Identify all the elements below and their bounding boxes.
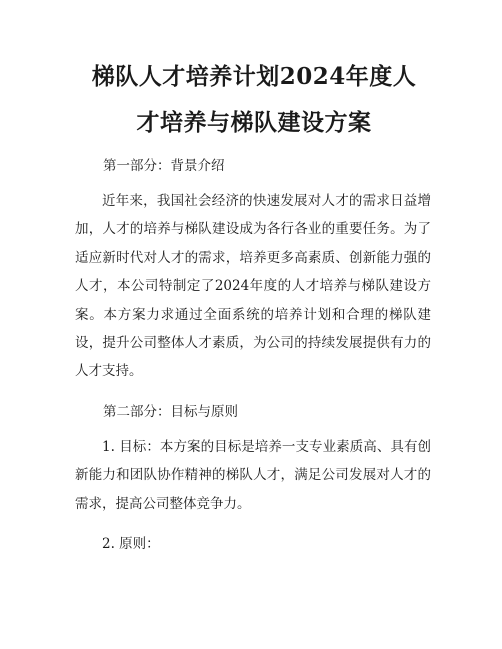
section-2-item-1: 1. 目标：本方案的目标是培养一支专业素质高、具有创新能力和团队协作精神的梯队人才，满足公司发展对人才的需求，提高公司整体竞争力。 — [75, 439, 431, 512]
section-1-paragraph: 近年来，我国社会经济的快速发展对人才的需求日益增加，人才的培养与梯队建设成为各行各业的重要任务。为了适应新时代对人才的需求，培养更多高素质、创新能力强的人才，本公司特制定了2024年度的人才培养与梯队建设方案。本方案力求通过全面系统的培养计划和合理的梯队建设，提升公司整体人才素质，为公司的持续发展提供有力的人才支持。 — [75, 193, 431, 380]
document-title-line-1: 梯队人才培养计划2024年度人 — [91, 63, 417, 90]
section-2-heading: 第二部分：目标与原则 — [103, 404, 238, 420]
section-1-heading: 第一部分：背景介绍 — [103, 158, 225, 174]
document-title-line-2: 才培养与梯队建设方案 — [136, 109, 372, 136]
section-2-item-2: 2. 原则： — [102, 536, 160, 552]
